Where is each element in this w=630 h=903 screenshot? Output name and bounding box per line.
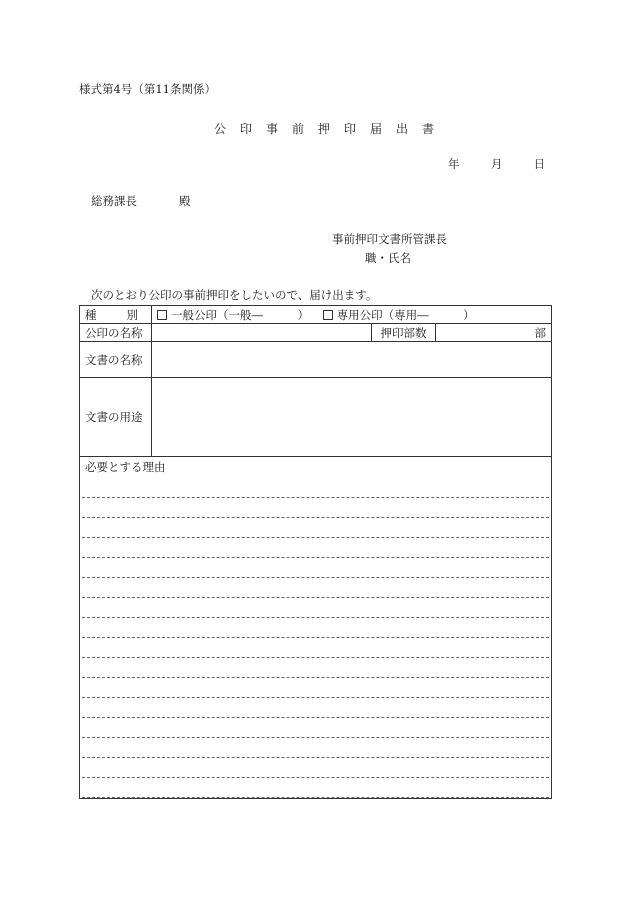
reason-writing-line xyxy=(82,598,549,618)
seal-name-label: 公印の名称 xyxy=(80,324,152,342)
seal-name-row xyxy=(80,324,552,342)
reason-writing-line xyxy=(82,678,549,698)
dedicated-seal-option[interactable] xyxy=(323,308,475,322)
type-row xyxy=(80,306,552,324)
date-day-label: 日 xyxy=(533,157,546,171)
general-seal-checkbox[interactable] xyxy=(157,310,167,320)
document-use-field[interactable] xyxy=(152,378,552,457)
reason-row xyxy=(80,457,552,799)
document-title: 公印事前押印届出書 xyxy=(214,122,449,136)
submitter-department-title: 事前押印文書所管課長 xyxy=(332,232,447,246)
reason-lines xyxy=(80,478,551,798)
general-seal-option[interactable] xyxy=(157,308,313,322)
document-name-field[interactable] xyxy=(152,342,552,378)
reason-field[interactable] xyxy=(80,457,552,799)
addressee-honorific: 殿 xyxy=(179,194,191,208)
document-name-row xyxy=(80,342,552,378)
document-name-label: 文書の名称 xyxy=(80,342,152,378)
reason-writing-line xyxy=(82,578,549,598)
date-year-label: 年 xyxy=(448,157,460,171)
type-label-right: 別 xyxy=(126,307,138,322)
reason-writing-line xyxy=(82,658,549,678)
reason-writing-line xyxy=(82,738,549,758)
reason-writing-line xyxy=(82,758,549,778)
document-use-label: 文書の用途 xyxy=(80,378,152,457)
dedicated-seal-checkbox[interactable] xyxy=(323,310,333,320)
stamp-count-field[interactable] xyxy=(436,324,552,342)
reason-writing-line xyxy=(82,558,549,578)
reason-writing-line xyxy=(82,478,549,498)
seal-request-form xyxy=(79,305,552,799)
reason-writing-line xyxy=(82,718,549,738)
general-seal-label: 一般公印（一般― ） xyxy=(171,307,309,322)
date-line xyxy=(448,156,545,172)
stamp-count-unit: 部 xyxy=(534,325,547,340)
seal-name-field[interactable] xyxy=(152,324,372,342)
date-month-label: 月 xyxy=(490,157,503,171)
reason-label: 必要とする理由 xyxy=(85,460,166,474)
intro-text: 次のとおり公印の事前押印をしたいので、届け出ます。 xyxy=(91,288,378,302)
submitter-name-label: 職・氏名 xyxy=(365,251,411,265)
dedicated-seal-label: 専用公印（専用― ） xyxy=(336,307,475,322)
type-options xyxy=(152,306,552,324)
reason-writing-line xyxy=(82,538,549,558)
reason-writing-line xyxy=(82,518,549,538)
reason-writing-line xyxy=(82,698,549,718)
reason-writing-line xyxy=(82,778,549,798)
reason-writing-line xyxy=(82,498,549,518)
type-label-left: 種 xyxy=(85,307,97,322)
reason-writing-line xyxy=(82,618,549,638)
type-label xyxy=(80,306,152,324)
addressee-name: 総務課長 xyxy=(91,194,137,208)
form-number: 様式第4号（第11条関係） xyxy=(79,82,216,96)
addressee xyxy=(91,193,191,209)
stamp-count-label: 押印部数 xyxy=(372,324,436,342)
reason-writing-line xyxy=(82,638,549,658)
document-use-row xyxy=(80,378,552,457)
